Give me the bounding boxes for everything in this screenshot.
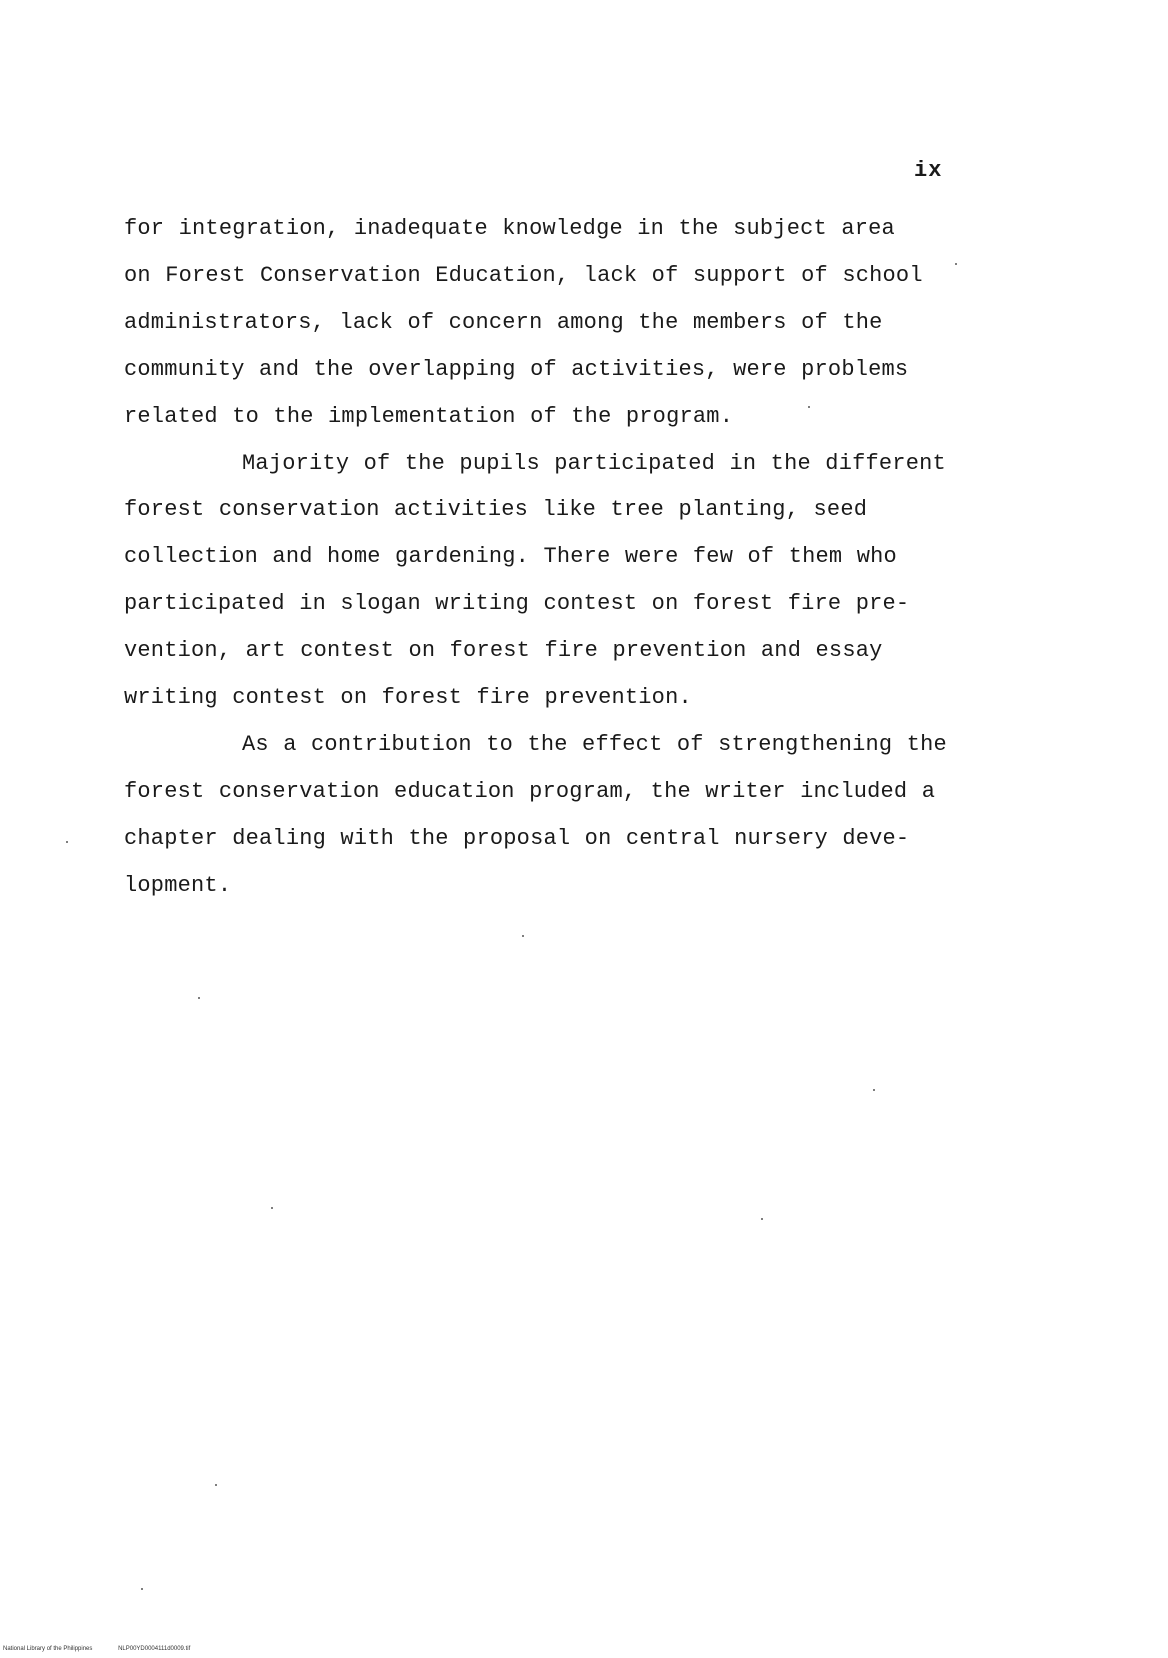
paragraph-2-line-2: forest conservation activities like tree planting, seed bbox=[124, 497, 868, 523]
scan-speck bbox=[271, 1207, 273, 1209]
scan-footer bbox=[3, 1646, 190, 1652]
paragraph-2-line-3: collection and home gardening. There were few of them who bbox=[124, 544, 897, 570]
paragraph-3-line-1: As a contribution to the effect of strengthening the bbox=[242, 731, 947, 757]
body-text bbox=[124, 206, 984, 910]
paragraph-1-line-1: for integration, inadequate knowledge in the subject area bbox=[124, 216, 895, 241]
scan-speck bbox=[215, 1484, 217, 1486]
scan-speck bbox=[66, 841, 68, 843]
paragraph-2-line-5: vention, art contest on forest fire prevention and essay bbox=[124, 638, 883, 664]
paragraph-3-line-2: forest conservation education program, the writer included a bbox=[124, 778, 936, 804]
scan-speck bbox=[198, 997, 200, 999]
paragraph-1-line-4: community and the overlapping of activities, were problems bbox=[124, 356, 909, 382]
paragraph-2-line-1: Majority of the pupils participated in the different bbox=[242, 450, 946, 476]
scan-speck bbox=[955, 263, 957, 265]
scan-speck bbox=[873, 1089, 875, 1091]
page-number: ix bbox=[914, 158, 943, 183]
paragraph-1-line-3: administrators, lack of concern among the members of the bbox=[124, 309, 883, 335]
paragraph-1-line-2: on Forest Conservation Education, lack of support of school bbox=[124, 262, 923, 288]
paragraph-1-line-5: related to the implementation of the program. bbox=[124, 403, 734, 429]
paragraph-3-line-3: chapter dealing with the proposal on central nursery deve- bbox=[124, 825, 910, 851]
paragraph-2-line-4: participated in slogan writing contest on forest fire pre- bbox=[124, 591, 910, 617]
scan-speck bbox=[522, 935, 524, 937]
footer-library-name: National Library of the Philippines bbox=[3, 1646, 93, 1652]
paragraph-3-line-4: lopment. bbox=[124, 872, 232, 898]
paragraph-2-line-6: writing contest on forest fire prevention. bbox=[124, 685, 692, 711]
footer-file-name: NLP00YD0004111d0009.tif bbox=[118, 1646, 191, 1652]
scan-speck bbox=[761, 1218, 763, 1220]
scan-speck bbox=[141, 1588, 143, 1590]
scan-speck bbox=[808, 406, 810, 408]
